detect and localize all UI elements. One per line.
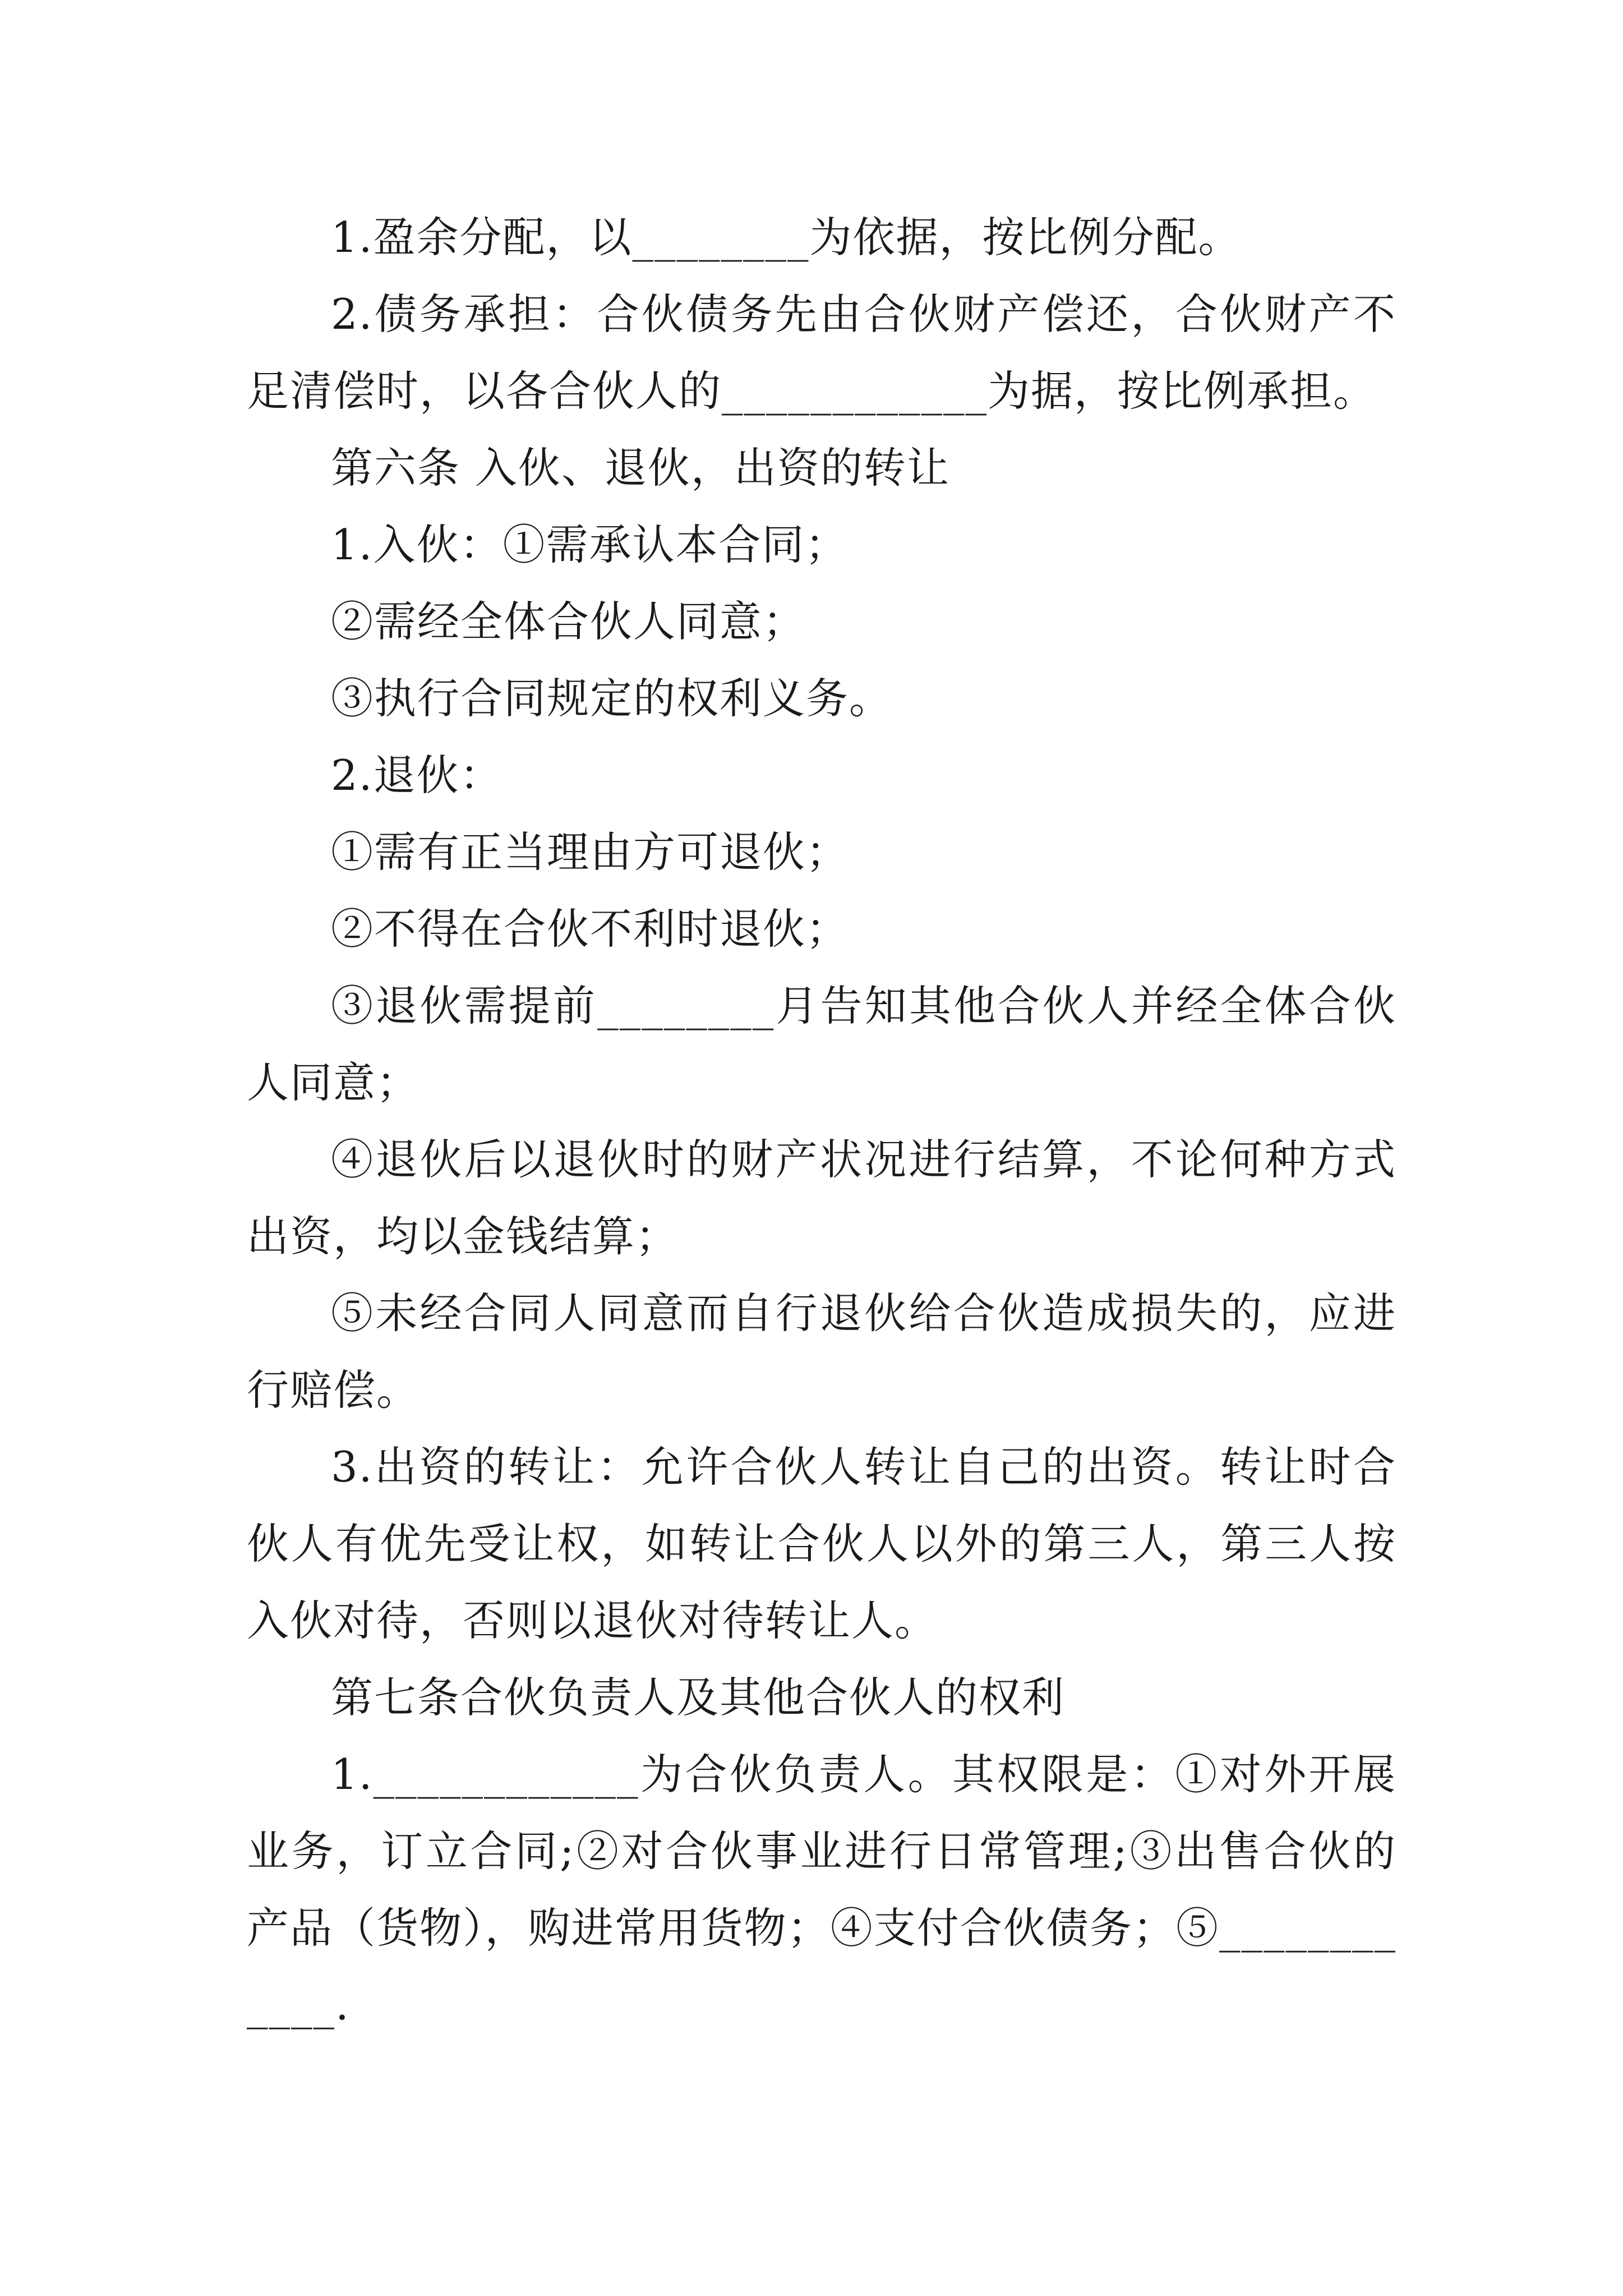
paragraph-admission: 1.入伙：①需承认本合同； bbox=[331, 520, 849, 569]
paragraph-debt-liability: 2.债务承担：合伙债务先由合伙财产偿还，合伙财产不足清偿时，以各合伙人的____________为据，按比例承担。 bbox=[247, 289, 1396, 416]
paragraph-profit-distribution: 1.盈余分配，以________为依据，按比例分配。 bbox=[331, 213, 1242, 262]
paragraph-withdrawal-compensation: ⑤未经合同人同意而自行退伙给合伙造成损失的，应进行赔偿。 bbox=[247, 1289, 1396, 1415]
paragraph-withdrawal: 2.退伙： bbox=[331, 751, 503, 800]
paragraph-capital-transfer: 3.出资的转让：允许合伙人转让自己的出资。转让时合伙人有优先受让权，如转让合伙人以外的第三人，第三人按入伙对待，否则以退伙对待转让人。 bbox=[247, 1442, 1396, 1645]
paragraph-admission-duties: ③执行合同规定的权利义务。 bbox=[331, 674, 893, 723]
paragraph-managing-partner: 1.____________为合伙负责人。其权限是：①对外开展业务，订立合同;②对合伙事业进行日常管理;③出售合伙的产品（货物），购进常用货物；④支付合伙债务；⑤____________. bbox=[247, 1750, 1396, 2030]
paragraph-withdrawal-timing: ②不得在合伙不利时退伙； bbox=[331, 904, 850, 954]
contract-text bbox=[247, 199, 1396, 2044]
article-seven-heading: 第七条合伙负责人及其他合伙人的权利 bbox=[331, 1673, 1066, 1722]
paragraph-withdrawal-notice: ③退伙需提前________月告知其他合伙人并经全体合伙人同意； bbox=[247, 981, 1396, 1107]
paragraph-withdrawal-settlement: ④退伙后以退伙时的财产状况进行结算，不论何种方式出资，均以金钱结算； bbox=[247, 1135, 1396, 1261]
article-six-heading: 第六条 入伙、退伙，出资的转让 bbox=[331, 443, 950, 493]
paragraph-admission-consent: ②需经全体合伙人同意； bbox=[331, 597, 806, 646]
paragraph-withdrawal-reason: ①需有正当理由方可退伙； bbox=[331, 827, 850, 877]
